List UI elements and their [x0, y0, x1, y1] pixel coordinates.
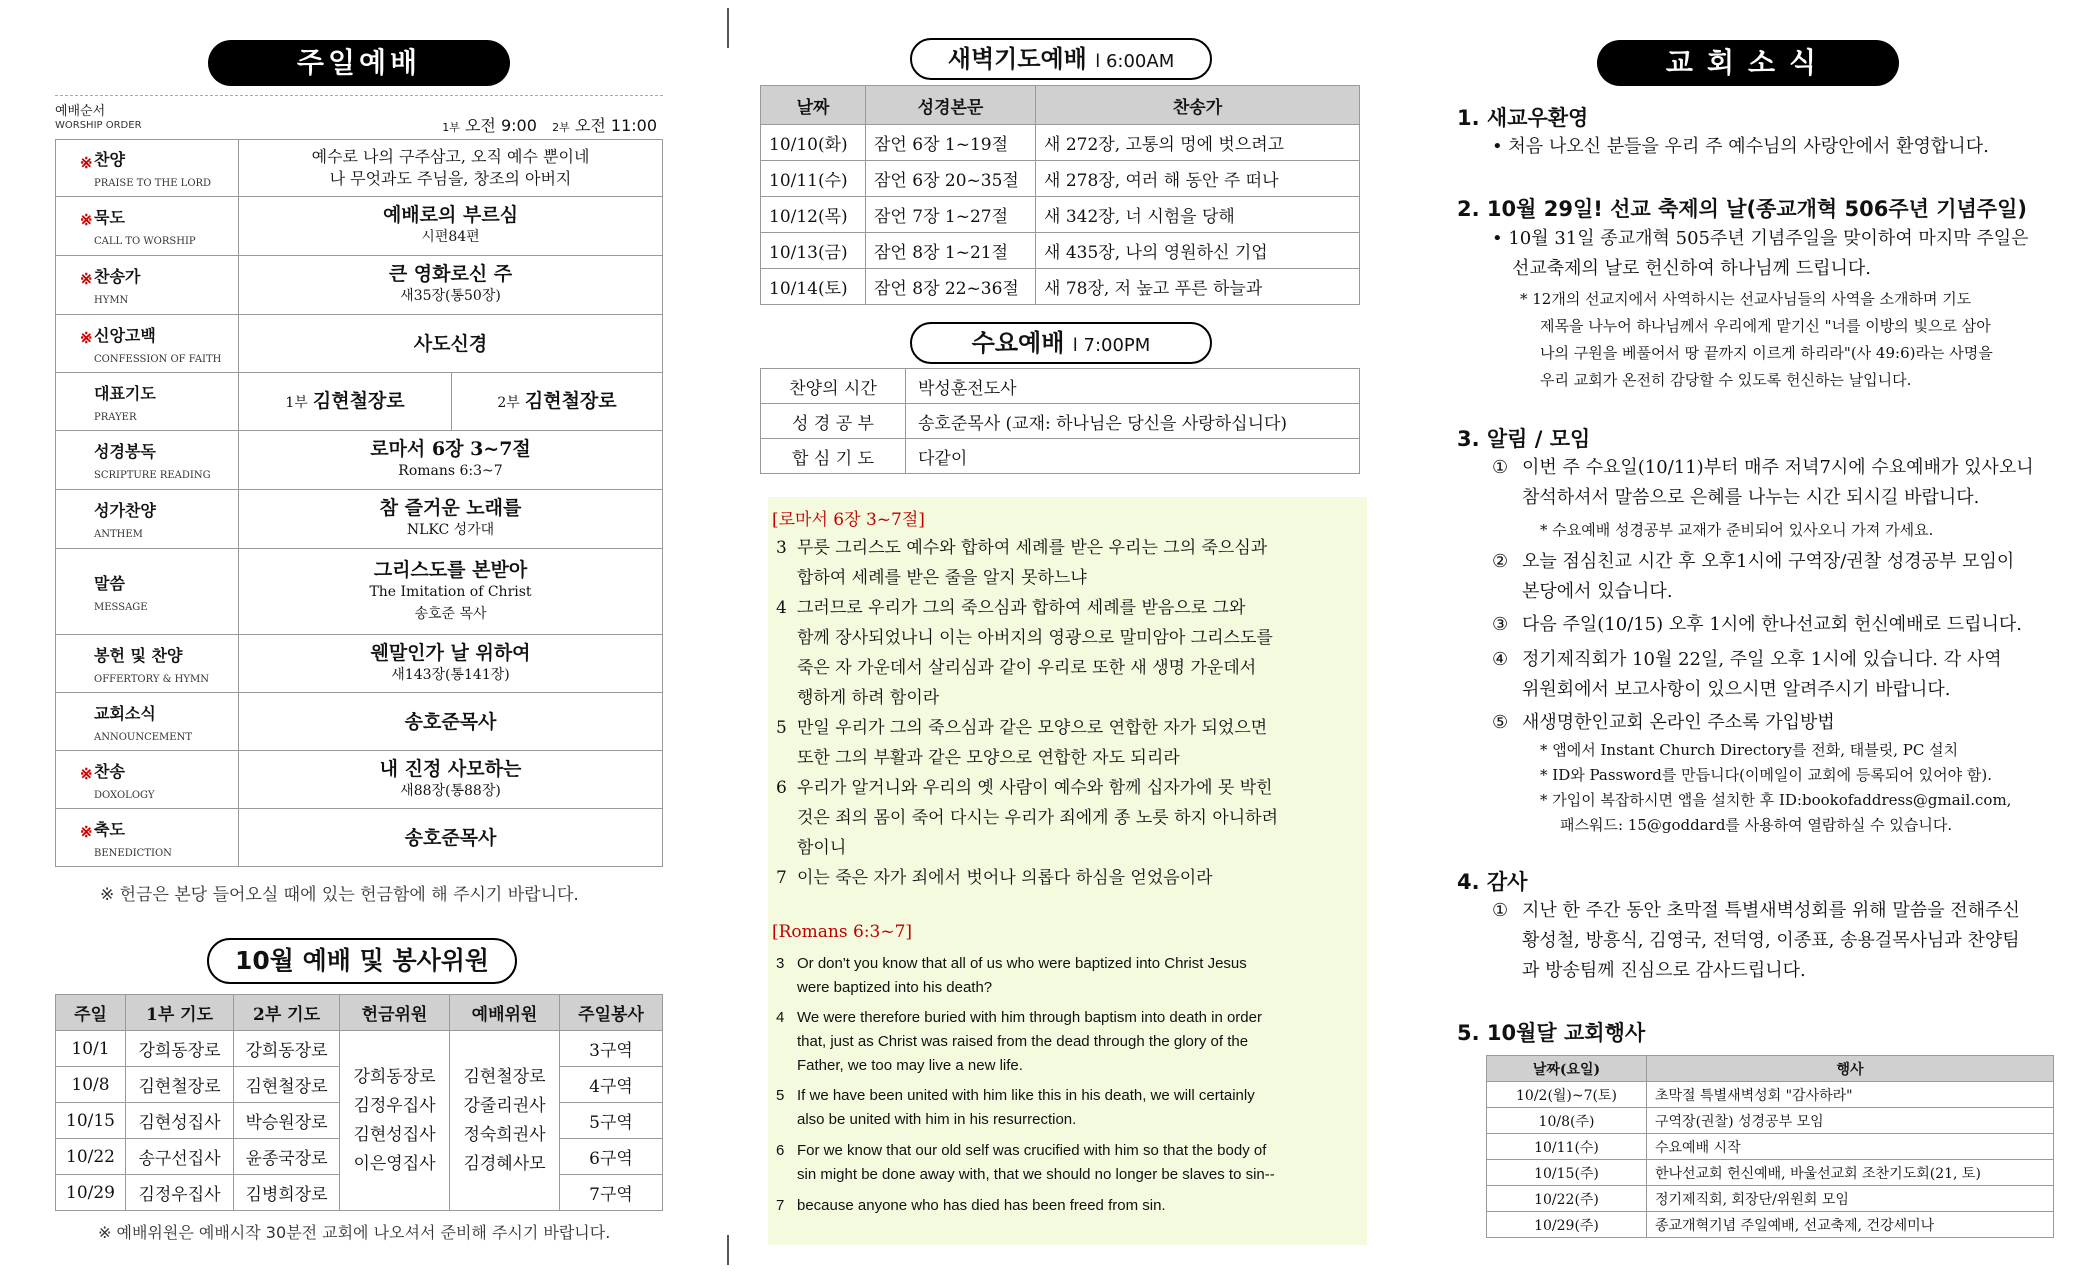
offering-committee [340, 1031, 450, 1211]
dawn-title-text: 새벽기도예배 [947, 45, 1087, 73]
dawn-date: 10/13(금) [761, 233, 866, 269]
mission-text [1492, 224, 2028, 284]
dawn-text: 잠언 7장 1~27절 [866, 197, 1036, 233]
star-mark: ※ [80, 211, 93, 229]
order-content-sub2: 송호준 목사 [414, 605, 487, 622]
prayer-2-name: 김현철장로 [524, 389, 617, 412]
duty-prayer-2: 윤종국장로 [234, 1139, 340, 1175]
mission-line: • 10월 31일 종교개혁 505주년 기념주일을 맞이하여 마지막 주일은 [1492, 228, 2029, 249]
welcome-text: • 처음 나오신 분들을 우리 주 예수님의 사랑안에서 환영합니다. [1492, 136, 1989, 157]
verse-line: 무릇 그리스도 예수와 합하여 세례를 받은 우리는 그의 죽으심과 [797, 538, 1268, 558]
ko-verse [776, 863, 1361, 893]
notice-item [1492, 453, 2034, 513]
events-table [1486, 1055, 2054, 1238]
order-label: 묵도 [94, 208, 125, 227]
duty-prayer-1: 강희동장로 [126, 1031, 234, 1067]
order-label: 찬송가 [94, 267, 141, 286]
mission-sub-line: 제목을 나누어 하나님께서 우리에게 맡기신 "너를 이방의 빛으로 삼아 [1540, 317, 1991, 335]
worship-order-table [55, 139, 663, 867]
service-1-label: 1부 [442, 121, 460, 134]
ko-verse [776, 773, 1361, 863]
notice-line: 정기제직회가 10월 22일, 주일 오후 1시에 있습니다. 각 사역 [1522, 649, 2002, 670]
duty-date: 10/15 [56, 1103, 126, 1139]
duty-date: 10/1 [56, 1031, 126, 1067]
order-content-sub: NLKC 성가대 [406, 522, 495, 538]
wed-row [761, 439, 1360, 474]
notice-line: 본당에서 있습니다. [1522, 581, 1673, 602]
event-name: 한나선교회 헌신예배, 바울선교회 조찬기도회(21, 토) [1647, 1160, 2054, 1186]
star-mark: ※ [80, 329, 93, 347]
section-head-events: 5. 10월달 교회행사 [1457, 1021, 1646, 1045]
event-row [1487, 1160, 2054, 1186]
order-row [56, 197, 663, 256]
verse-number: 6 [776, 778, 787, 798]
event-row [1487, 1134, 2054, 1160]
dawn-date: 10/12(목) [761, 197, 866, 233]
worship-order-label-ko: 예배순서 [55, 104, 106, 119]
wed-row [761, 369, 1360, 404]
service-2-time: 오전 11:00 [574, 116, 657, 135]
mission-sub-line: 우리 교회가 온전히 감당할 수 있도록 헌신하는 날입니다. [1540, 371, 1912, 389]
order-content-main: 예배로의 부르심 [382, 204, 519, 226]
order-label-en: BENEDICTION [94, 847, 172, 859]
dawn-prayer-table [760, 85, 1360, 305]
committee-member: 김현성집사 [353, 1124, 436, 1145]
notice-number: ④ [1492, 649, 1509, 670]
worship-committee [450, 1031, 560, 1211]
wed-row [761, 404, 1360, 439]
order-label: 대표기도 [94, 383, 156, 403]
verse-line: 합하여 세례를 받은 줄을 알지 못하느냐 [797, 568, 1087, 588]
order-content-sub: Romans 6:3~7 [398, 463, 503, 479]
verse-line: 것은 죄의 몸이 죽어 다시는 우리가 죄에게 종 노릇 하지 아니하려 [797, 808, 1279, 828]
event-date: 10/15(주) [1487, 1160, 1647, 1186]
notice-sub-line: 패스워드: 15@goddard를 사용하여 열람하실 수 있습니다. [1560, 816, 1953, 834]
order-content-sub: 시편84편 [421, 229, 480, 245]
order-label-en: CALL TO WORSHIP [94, 236, 196, 247]
order-row [56, 140, 663, 197]
star-mark: ※ [80, 765, 93, 783]
mission-sub-line: * 12개의 선교지에서 사역하시는 선교사님들의 사역을 소개하며 기도 [1520, 290, 1972, 308]
dawn-date: 10/11(수) [761, 161, 866, 197]
mission-line: 선교축제의 날로 헌신하여 하나님께 드립니다. [1512, 258, 1871, 279]
en-verse [776, 1084, 1361, 1132]
notice-sub-line: * 앱에서 Instant Church Directory를 전화, 태블릿, PC 설치 [1540, 741, 1959, 759]
order-content-main: 송호준목사 [404, 710, 497, 733]
verse-line: 우리가 알거니와 우리의 옛 사람이 예수와 함께 십자가에 못 박힌 [797, 778, 1273, 798]
duty-header: 예배위원 [450, 995, 560, 1031]
verse-number: 5 [776, 718, 787, 738]
order-row [56, 809, 663, 867]
notice-line: 이번 주 수요일(10/11)부터 매주 저녁7시에 수요예배가 있사오니 [1522, 457, 2034, 478]
order-row [56, 549, 663, 635]
dawn-header: 성경본문 [866, 86, 1036, 125]
service-2-label: 2부 [552, 121, 570, 134]
wed-value: 송호준목사 (교재: 하나님은 당신을 사랑하십니다) [906, 404, 1360, 439]
order-label-en: OFFERTORY & HYMN [94, 673, 209, 685]
dawn-row [761, 161, 1360, 197]
duty-header: 주일 [56, 995, 126, 1031]
verse-number: 4 [776, 1009, 785, 1026]
order-content-sub: 새35장(통50장) [400, 288, 501, 304]
verse-line: because anyone who has died has been freed from sin. [797, 1197, 1166, 1214]
duty-note: ※ 예배위원은 예배시작 30분전 교회에 나오셔서 준비해 주시기 바랍니다. [98, 1223, 611, 1242]
verse-number: 5 [776, 1087, 785, 1104]
wed-title-text: 수요예배 [971, 329, 1065, 357]
prayer-1-name: 김현철장로 [312, 389, 405, 412]
en-verse [776, 952, 1361, 1000]
en-verse [776, 1006, 1361, 1078]
duty-header: 주일봉사 [560, 995, 663, 1031]
order-row [56, 315, 663, 373]
order-label: 교회소식 [94, 703, 156, 723]
order-label: 찬양 [94, 150, 125, 169]
committee-member: 김정우집사 [353, 1095, 436, 1116]
section-head-welcome: 1. 새교우환영 [1457, 106, 1589, 130]
notice-sub [1540, 738, 2011, 838]
ko-verse [776, 533, 1361, 593]
en-verse [776, 1139, 1361, 1187]
verse-line: 함께 장사되었나니 이는 아버지의 영광으로 말미암아 그리스도를 [797, 628, 1273, 648]
notice-sub-line: * ID와 Password를 만듭니다(이메일이 교회에 등록되어 있어야 함). [1540, 766, 1992, 784]
committee-member: 강줄리권사 [463, 1095, 546, 1116]
section-head-mission: 2. 10월 29일! 선교 축제의 날(종교개혁 506주년 기념주일) [1457, 197, 2027, 221]
duty-date: 10/8 [56, 1067, 126, 1103]
duty-prayer-1: 김현철장로 [126, 1067, 234, 1103]
order-row [56, 693, 663, 751]
prayer-1-label: 1부 [285, 394, 308, 411]
ko-verse [776, 593, 1361, 713]
dawn-prayer-title [910, 38, 1212, 80]
notice-line: 참석하셔서 말씀으로 은혜를 나누는 시간 되시길 바랍니다. [1522, 487, 1980, 508]
order-row [56, 490, 663, 549]
thanks-item [1492, 896, 2020, 986]
duty-service: 3구역 [560, 1031, 663, 1067]
mission-sub-line: 나의 구원을 베풀어서 땅 끝까지 이르게 하리라"(사 49:6)라는 사명을 [1540, 344, 1993, 362]
event-name: 구역장(권찰) 성경공부 모임 [1647, 1108, 2054, 1134]
verse-line: 행하게 하려 함이라 [797, 688, 940, 708]
ko-verse [776, 713, 1361, 773]
committee-member: 강희동장로 [353, 1066, 436, 1087]
verse-line: 만일 우리가 그의 죽으심과 같은 모양으로 연합한 자가 되었으면 [797, 718, 1268, 738]
duty-service: 7구역 [560, 1175, 663, 1211]
verse-line: We were therefore buried with him through baptism into death in order [797, 1009, 1262, 1026]
committee-member: 김현철장로 [463, 1066, 546, 1087]
order-content-main: 그리스도를 본받아 [373, 558, 528, 581]
english-scripture-ref: [Romans 6:3~7] [772, 922, 913, 942]
order-label-en: DOXOLOGY [94, 789, 155, 801]
page-divider-left [727, 8, 729, 48]
duty-service: 4구역 [560, 1067, 663, 1103]
committee-member: 정숙희권사 [463, 1124, 546, 1145]
order-label: 성가찬양 [94, 501, 156, 520]
order-label: 신앙고백 [94, 325, 156, 345]
dawn-text: 잠언 8장 22~36절 [866, 269, 1036, 305]
dawn-text: 잠언 6장 1~19절 [866, 125, 1036, 161]
wed-value: 다같이 [906, 439, 1360, 474]
verse-line: 죽은 자 가운데서 살리심과 같이 우리로 또한 새 생명 가운데서 [797, 658, 1257, 678]
order-label-en: PRAISE TO THE LORD [94, 178, 212, 189]
committee-member: 이은영집사 [353, 1153, 436, 1174]
wed-time: l 7:00PM [1072, 335, 1151, 356]
duty-date: 10/22 [56, 1139, 126, 1175]
wednesday-title [910, 322, 1212, 364]
event-name: 수요예배 시작 [1647, 1134, 2054, 1160]
sunday-worship-title: 주일예배 [208, 40, 510, 86]
star-mark: ※ [80, 270, 93, 288]
notice-number: ② [1492, 551, 1509, 572]
star-mark: ※ [80, 154, 93, 172]
committee-member: 김경혜사모 [463, 1153, 546, 1174]
order-label: 축도 [94, 819, 125, 839]
order-label-en: ANTHEM [94, 529, 143, 540]
order-content-main: 웬말인가 날 위하여 [370, 641, 531, 664]
order-content-main: 참 즐거운 노래를 [379, 497, 522, 519]
dawn-hymn: 새 342장, 너 시험을 당해 [1036, 197, 1360, 233]
order-label-en: HYMN [94, 295, 129, 306]
duty-service: 6구역 [560, 1139, 663, 1175]
order-row [56, 751, 663, 809]
dawn-row [761, 197, 1360, 233]
event-date: 10/29(주) [1487, 1212, 1647, 1238]
events-header: 날짜(요일) [1487, 1056, 1647, 1082]
duty-header: 헌금위원 [340, 995, 450, 1031]
notice-line: 다음 주일(10/15) 오후 1시에 한나선교회 헌신예배로 드립니다. [1522, 614, 2022, 635]
service-1-time: 오전 9:00 [464, 116, 537, 135]
duty-prayer-2: 박승원장로 [234, 1103, 340, 1139]
mission-sub [1520, 286, 1993, 394]
event-row [1487, 1186, 2054, 1212]
thanks-line: 황성철, 방흥식, 김영국, 전덕영, 이종표, 송용걸목사님과 찬양팀 [1522, 930, 2020, 951]
event-name: 종교개혁기념 주일예배, 선교축제, 건강세미나 [1647, 1212, 2054, 1238]
wed-value: 박성훈전도사 [906, 369, 1360, 404]
duty-prayer-1: 김현성집사 [126, 1103, 234, 1139]
duty-row [56, 1031, 663, 1067]
order-label-en: ANNOUNCEMENT [94, 731, 193, 743]
order-label: 말씀 [94, 573, 125, 593]
dawn-row [761, 233, 1360, 269]
duty-table [55, 994, 663, 1211]
duty-service: 5구역 [560, 1103, 663, 1139]
order-label: 성경봉독 [94, 442, 156, 461]
verse-line: 그러므로 우리가 그의 죽으심과 합하여 세례를 받음으로 그와 [797, 598, 1246, 618]
event-row [1487, 1212, 2054, 1238]
verse-line: were baptized into his death? [797, 979, 993, 996]
notice-sub-line: * 가입이 복잡하시면 앱을 설치한 후 ID:bookofaddress@gmail.com, [1540, 791, 2012, 809]
thanks-number: ① [1492, 900, 1509, 921]
verse-number: 7 [776, 1197, 785, 1214]
dawn-text: 잠언 6장 20~35절 [866, 161, 1036, 197]
order-label: 찬송 [94, 761, 125, 781]
dawn-hymn: 새 435장, 나의 영원하신 기업 [1036, 233, 1360, 269]
verse-line: Father, we too may live a new life. [797, 1057, 1023, 1074]
notice-number: ⑤ [1492, 712, 1509, 733]
duty-date: 10/29 [56, 1175, 126, 1211]
dawn-text: 잠언 8장 1~21절 [866, 233, 1036, 269]
verse-number: 3 [776, 538, 787, 558]
notice-number: ① [1492, 457, 1509, 478]
church-news-title: 교회소식 [1597, 40, 1899, 86]
wed-label: 찬양의 시간 [761, 369, 906, 404]
verse-line: Or don't you know that all of us who were baptized into Christ Jesus [797, 955, 1247, 972]
wednesday-table [760, 368, 1360, 474]
order-content-main: 사도신경 [413, 332, 488, 355]
en-verse [776, 1194, 1361, 1218]
order-content-main: 큰 영화로신 주 [388, 263, 513, 285]
thanks-line: 과 방송팀께 진심으로 감사드립니다. [1522, 960, 1806, 981]
dawn-date: 10/10(화) [761, 125, 866, 161]
event-name: 초막절 특별새벽성회 "감사하라" [1647, 1082, 2054, 1108]
duty-prayer-2: 김현철장로 [234, 1067, 340, 1103]
event-date: 10/8(주) [1487, 1108, 1647, 1134]
order-label: 봉헌 및 찬양 [94, 645, 183, 665]
verse-line: 또한 그의 부활과 같은 모양으로 연합한 자도 되리라 [797, 748, 1180, 768]
service-times [442, 113, 657, 136]
event-date: 10/11(수) [1487, 1134, 1647, 1160]
order-row [56, 431, 663, 490]
dawn-time: l 6:00AM [1095, 51, 1175, 72]
verse-line: that, just as Christ was raised from the dead through the glory of the [797, 1033, 1249, 1050]
verse-line: 이는 죽은 자가 죄에서 벗어나 의롭다 하심을 얻었음이라 [797, 868, 1213, 888]
page-divider-left-bottom [727, 1235, 729, 1265]
verse-number: 7 [776, 868, 787, 888]
verse-line: sin might be done away with, that we should no longer be slaves to sin-- [797, 1166, 1275, 1183]
wed-label: 합 심 기 도 [761, 439, 906, 474]
notice-number: ③ [1492, 614, 1509, 635]
order-content-main: 송호준목사 [404, 826, 497, 849]
order-content-main: 내 진정 사모하는 [379, 757, 522, 780]
notice-line: 오늘 점심친교 시간 후 오후1시에 구역장/권찰 성경공부 모임이 [1522, 551, 2015, 572]
dawn-header: 날짜 [761, 86, 866, 125]
event-row [1487, 1082, 2054, 1108]
verse-line: If we have been united with him like this in his death, we will certainly [797, 1087, 1255, 1104]
duty-prayer-2: 강희동장로 [234, 1031, 340, 1067]
dawn-row [761, 269, 1360, 305]
order-content-sub: 새88장(통88장) [400, 782, 501, 799]
notice-line: 위원회에서 보고사항이 있으시면 알려주시기 바랍니다. [1522, 679, 1951, 700]
event-date: 10/2(월)~7(토) [1487, 1082, 1647, 1108]
order-label-en: SCRIPTURE READING [94, 470, 211, 481]
worship-order-label-en: WORSHIP ORDER [55, 120, 142, 131]
notice-sub: * 수요예배 성경공부 교재가 준비되어 있사오니 가져 가세요. [1540, 521, 1934, 539]
verse-line: For we know that our old self was crucified with him so that the body of [797, 1142, 1267, 1159]
notice-item [1492, 708, 1835, 738]
dawn-header: 찬송가 [1036, 86, 1360, 125]
event-row [1487, 1108, 2054, 1134]
event-date: 10/22(주) [1487, 1186, 1647, 1212]
star-mark: ※ [80, 823, 93, 841]
prayer-2-label: 2부 [497, 394, 520, 411]
wed-label: 성 경 공 부 [761, 404, 906, 439]
order-content-line: 나 무엇과도 주님을, 창조의 아버지 [329, 169, 572, 188]
section-head-thanks: 4. 감사 [1457, 870, 1528, 894]
notice-item [1492, 610, 2022, 640]
event-name: 정기제직회, 회장단/위원회 모임 [1647, 1186, 2054, 1212]
verse-line: also be united with him in his resurrection. [797, 1111, 1077, 1128]
scripture-panel [768, 497, 1367, 1245]
order-label-en: PRAYER [94, 411, 137, 423]
order-row [56, 373, 663, 431]
duty-header: 2부 기도 [234, 995, 340, 1031]
dawn-hymn: 새 78장, 저 높고 푸른 하늘과 [1036, 269, 1360, 305]
order-content-main: 로마서 6장 3~7절 [370, 438, 531, 460]
order-content-sub: The Imitation of Christ [369, 583, 532, 600]
order-label-en: MESSAGE [94, 601, 148, 613]
verse-number: 4 [776, 598, 787, 618]
order-label-en: CONFESSION OF FAITH [94, 353, 222, 365]
worship-order-header [55, 95, 663, 137]
dawn-header-row [761, 86, 1360, 125]
verse-number: 6 [776, 1142, 785, 1159]
dawn-date: 10/14(토) [761, 269, 866, 305]
thanks-line: 지난 한 주간 동안 초막절 특별새벽성회를 위해 말씀을 전해주신 [1522, 900, 2020, 921]
order-row [56, 635, 663, 693]
dawn-hymn: 새 272장, 고통의 멍에 벗으려고 [1036, 125, 1360, 161]
notice-item [1492, 547, 2014, 607]
dawn-hymn: 새 278장, 여러 해 동안 주 떠나 [1036, 161, 1360, 197]
order-content-sub: 새143장(통141장) [391, 666, 510, 683]
section-head-notices: 3. 알림 / 모임 [1457, 427, 1591, 451]
events-header-row [1487, 1056, 2054, 1082]
verse-number: 3 [776, 955, 785, 972]
offering-note: ※ 헌금은 본당 들어오실 때에 있는 헌금함에 해 주시기 바랍니다. [100, 885, 579, 905]
dawn-row [761, 125, 1360, 161]
korean-scripture-ref: [로마서 6장 3~7절] [772, 510, 925, 530]
duty-prayer-1: 김정우집사 [126, 1175, 234, 1211]
duty-header-row [56, 995, 663, 1031]
events-header: 행사 [1647, 1056, 2054, 1082]
duty-prayer-1: 송구선집사 [126, 1139, 234, 1175]
order-row [56, 256, 663, 315]
order-content-line: 예수로 나의 구주삼고, 오직 예수 뿐이네 [311, 147, 590, 166]
duty-header: 1부 기도 [126, 995, 234, 1031]
duty-prayer-2: 김병희장로 [234, 1175, 340, 1211]
notice-item [1492, 645, 2002, 705]
duty-title: 10월 예배 및 봉사위원 [207, 938, 517, 984]
verse-line: 함이니 [797, 838, 847, 858]
notice-line: 새생명한인교회 온라인 주소록 가입방법 [1522, 712, 1835, 733]
